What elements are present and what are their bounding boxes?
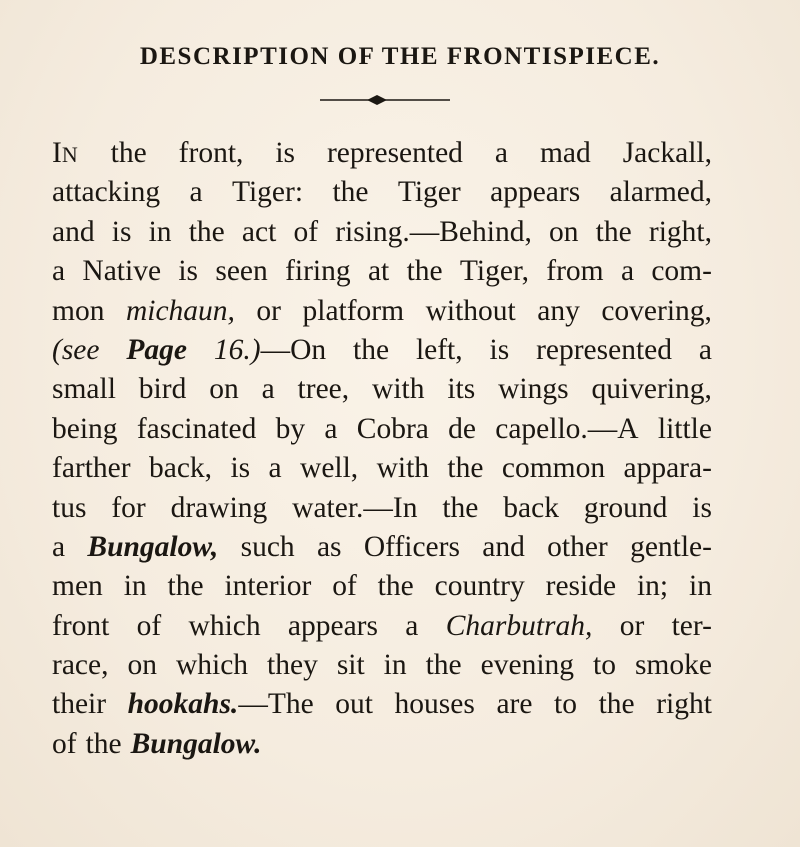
- word: country: [434, 570, 525, 603]
- word: in;: [636, 570, 669, 603]
- word-group: [596, 213, 632, 252]
- word-group: [546, 252, 603, 291]
- word-group: [127, 646, 157, 685]
- text-line: [52, 489, 712, 528]
- word: Officers: [363, 530, 460, 563]
- word: rising.—Behind,: [335, 215, 532, 248]
- word-group: [52, 252, 65, 291]
- word: a: [698, 333, 712, 366]
- word: water.—In: [292, 491, 418, 524]
- word-group: [190, 173, 203, 212]
- word: firing: [285, 255, 351, 288]
- word-group: [372, 370, 424, 409]
- word-group: [442, 489, 478, 528]
- word-group: [52, 331, 100, 370]
- word: the: [167, 570, 204, 603]
- word: 16.): [213, 333, 261, 366]
- word: in: [148, 215, 172, 248]
- word-group: [111, 489, 145, 528]
- word: left,: [415, 333, 463, 366]
- word-group: [317, 528, 342, 567]
- word-group: [435, 567, 525, 606]
- word: ground: [583, 491, 668, 524]
- word: with: [372, 373, 425, 406]
- word-group: [599, 685, 635, 724]
- word: appears: [287, 609, 378, 642]
- word-group: [269, 449, 282, 488]
- word-group: [658, 410, 712, 449]
- word-group: [635, 646, 712, 685]
- word-group: [292, 489, 417, 528]
- word: on: [127, 649, 157, 682]
- word-group: [335, 685, 373, 724]
- word-group: [353, 331, 389, 370]
- word: in: [383, 649, 407, 682]
- word-group: [215, 252, 267, 291]
- word-group: [149, 449, 212, 488]
- word-group: [624, 449, 712, 488]
- word: the: [595, 215, 632, 248]
- word-group: [112, 213, 132, 252]
- word: mon: [52, 294, 105, 327]
- word: gentle-: [630, 530, 712, 563]
- word: the: [377, 570, 414, 603]
- word-group: [460, 252, 529, 291]
- word: is: [230, 452, 251, 485]
- word-group: [447, 449, 483, 488]
- word-group: [496, 685, 532, 724]
- word: in: [123, 570, 147, 603]
- word: farther: [52, 452, 131, 485]
- word: Charbutrah,: [445, 609, 593, 642]
- word-group: [536, 331, 672, 370]
- word: out: [335, 688, 373, 721]
- word-group: [332, 173, 368, 212]
- word: de: [448, 412, 476, 445]
- word-group: [86, 725, 122, 764]
- word-group: [377, 449, 429, 488]
- word-group: [591, 370, 711, 409]
- word: michaun,: [125, 294, 235, 327]
- word-group: [149, 213, 172, 252]
- word-group: [620, 607, 645, 646]
- word: of: [136, 609, 162, 642]
- text-line: [52, 646, 712, 685]
- word-group: [52, 685, 106, 724]
- word-group: [357, 410, 429, 449]
- word: little: [657, 412, 712, 445]
- word-group: [395, 685, 475, 724]
- word-group: [495, 134, 508, 173]
- word-group: [131, 725, 262, 764]
- word-group: [179, 134, 244, 173]
- word-group: [139, 370, 187, 409]
- word: hookahs.: [127, 688, 239, 721]
- text-line: [52, 370, 712, 409]
- word-group: [649, 213, 712, 252]
- word: their: [52, 688, 107, 721]
- word: other: [547, 530, 608, 563]
- word: a: [494, 137, 508, 169]
- word: act: [241, 215, 277, 248]
- text-line: [52, 607, 712, 646]
- word: a: [268, 452, 282, 485]
- word-group: [300, 449, 358, 488]
- word: a: [52, 530, 66, 563]
- word: a: [52, 255, 66, 288]
- word: Native: [82, 255, 162, 288]
- word: Bungalow,: [87, 530, 219, 563]
- word: —The: [238, 688, 314, 721]
- word-group: [52, 134, 79, 173]
- word: of: [52, 727, 77, 760]
- diamond-rule-ornament-icon: [320, 94, 450, 106]
- text-line: [52, 292, 712, 331]
- word: and: [482, 530, 525, 563]
- word-group: [256, 292, 281, 331]
- word: tus: [52, 491, 87, 524]
- word: N: [61, 142, 79, 167]
- word-group: [288, 607, 378, 646]
- word: houses: [394, 688, 475, 721]
- word: platform: [302, 294, 405, 327]
- word: Jackall,: [622, 137, 712, 169]
- word-group: [275, 134, 295, 173]
- word: of: [293, 215, 319, 248]
- word-group: [189, 607, 261, 646]
- word: being: [52, 412, 118, 445]
- word-group: [502, 449, 605, 488]
- text-line: [52, 449, 712, 488]
- word: I: [52, 137, 62, 169]
- word-group: [407, 252, 443, 291]
- text-line: [52, 252, 712, 291]
- word: reside: [545, 570, 617, 603]
- word: a: [324, 412, 338, 445]
- word-group: [126, 331, 187, 370]
- word-group: [214, 331, 326, 370]
- word-group: [52, 292, 104, 331]
- word: by: [275, 412, 306, 445]
- word: such: [240, 530, 295, 563]
- word-group: [327, 134, 463, 173]
- word: which: [188, 609, 261, 642]
- text-line: [52, 725, 712, 764]
- word: the: [425, 649, 462, 682]
- word: smoke: [634, 649, 712, 682]
- word: covering,: [601, 294, 712, 327]
- word-group: [52, 213, 95, 252]
- word: represented: [326, 137, 463, 169]
- word-group: [623, 134, 712, 173]
- word-group: [637, 567, 668, 606]
- word-group: [262, 370, 275, 409]
- word: the: [406, 255, 443, 288]
- word: evening: [480, 649, 575, 682]
- word: right: [656, 688, 712, 721]
- word: mad: [539, 137, 591, 169]
- word-group: [242, 213, 276, 252]
- word: the: [353, 333, 390, 366]
- word: as: [316, 530, 342, 563]
- word-group: [335, 213, 532, 252]
- word-group: [52, 528, 65, 567]
- word: on: [549, 215, 579, 248]
- word-group: [593, 646, 616, 685]
- word: which: [175, 649, 249, 682]
- word: capello.—A: [495, 412, 639, 445]
- word-group: [224, 567, 311, 606]
- word-group: [656, 685, 712, 724]
- word-group: [447, 370, 475, 409]
- text-line: [52, 528, 712, 567]
- word-group: [303, 292, 405, 331]
- word: of: [332, 570, 357, 603]
- word: bird: [138, 373, 187, 406]
- word-group: [364, 528, 460, 567]
- word-group: [285, 252, 351, 291]
- word: at: [367, 255, 390, 288]
- word: well,: [300, 452, 359, 485]
- word: Tiger:: [232, 176, 304, 209]
- word: a: [405, 609, 419, 642]
- word-group: [498, 370, 568, 409]
- word: back: [503, 491, 559, 524]
- word-group: [267, 646, 318, 685]
- word-group: [52, 607, 109, 646]
- word-group: [128, 685, 314, 724]
- text-line: [52, 567, 712, 606]
- word-group: [448, 410, 476, 449]
- text-line: [52, 410, 712, 449]
- word: right,: [648, 215, 712, 248]
- text-line: [52, 173, 712, 212]
- word: front: [52, 609, 110, 642]
- word-group: [124, 567, 147, 606]
- word: represented: [536, 333, 673, 366]
- word-group: [87, 528, 218, 567]
- word-group: [52, 449, 131, 488]
- word-group: [672, 607, 712, 646]
- word-group: [230, 449, 250, 488]
- word: and: [52, 215, 95, 248]
- word: on: [209, 373, 239, 406]
- word: a: [189, 176, 203, 209]
- word-group: [537, 292, 580, 331]
- word: fascinated: [136, 412, 257, 445]
- text-line: [52, 213, 712, 252]
- text-line: [52, 685, 712, 724]
- word-group: [689, 567, 712, 606]
- word: tree,: [297, 373, 350, 406]
- word-group: [189, 213, 225, 252]
- word-group: [490, 331, 510, 370]
- word: a: [261, 373, 275, 406]
- word: Bungalow.: [130, 727, 262, 760]
- word-group: [490, 173, 580, 212]
- word-group: [610, 173, 712, 212]
- word-group: [276, 410, 306, 449]
- word-group: [82, 252, 161, 291]
- word: in: [689, 570, 712, 603]
- word-group: [630, 528, 712, 567]
- word: the: [332, 176, 369, 209]
- word: front,: [178, 137, 244, 169]
- word-group: [52, 410, 118, 449]
- word: the: [447, 452, 484, 485]
- word: Tiger,: [459, 255, 529, 288]
- text-line: [52, 331, 712, 370]
- word-group: [126, 292, 235, 331]
- word: Cobra: [356, 412, 429, 445]
- word: without: [425, 294, 516, 327]
- word-group: [209, 370, 239, 409]
- word-group: [549, 213, 579, 252]
- word-group: [298, 370, 350, 409]
- word: the: [188, 215, 225, 248]
- word: any: [537, 294, 580, 327]
- word-group: [601, 292, 712, 331]
- word-group: [176, 646, 248, 685]
- word-group: [52, 370, 116, 409]
- word: small: [52, 373, 116, 406]
- word: Page: [126, 333, 187, 366]
- word: appears: [490, 176, 581, 209]
- word: —On: [260, 333, 327, 366]
- word: the: [85, 727, 122, 760]
- word-group: [426, 292, 516, 331]
- word: is: [178, 255, 199, 288]
- word: is: [489, 333, 510, 366]
- word-group: [699, 331, 712, 370]
- word: with: [376, 452, 430, 485]
- word: is: [111, 215, 132, 248]
- word: are: [496, 688, 533, 721]
- word: the: [110, 137, 147, 169]
- word: from: [546, 255, 604, 288]
- word: interior: [224, 570, 312, 603]
- word-group: [137, 607, 162, 646]
- word: common: [501, 452, 606, 485]
- word-group: [384, 646, 407, 685]
- word: wings: [498, 373, 569, 406]
- word-group: [481, 646, 574, 685]
- word-group: [241, 528, 295, 567]
- word-group: [168, 567, 204, 606]
- word-group: [416, 331, 463, 370]
- word-group: [495, 410, 638, 449]
- word-group: [52, 489, 86, 528]
- word: Tiger: [397, 176, 461, 209]
- word-group: [137, 410, 257, 449]
- word-group: [293, 213, 318, 252]
- word-group: [446, 607, 593, 646]
- word: for: [111, 491, 146, 524]
- word: sit: [336, 649, 365, 682]
- word-group: [482, 528, 525, 567]
- word-group: [232, 173, 303, 212]
- word-group: [52, 646, 108, 685]
- word-group: [178, 252, 198, 291]
- word: (see: [52, 333, 100, 366]
- word: to: [593, 649, 616, 682]
- word-group: [337, 646, 365, 685]
- word-group: [651, 252, 712, 291]
- word-group: [171, 489, 268, 528]
- word: or: [619, 609, 645, 642]
- word-group: [546, 567, 616, 606]
- word: men: [52, 570, 103, 603]
- word-group: [324, 410, 337, 449]
- word-group: [621, 252, 634, 291]
- word-group: [378, 567, 414, 606]
- word: is: [275, 137, 296, 169]
- word: race,: [52, 649, 109, 682]
- word: com-: [651, 255, 712, 288]
- word-group: [692, 489, 712, 528]
- word: the: [598, 688, 635, 721]
- word-group: [52, 173, 160, 212]
- word: they: [267, 649, 318, 682]
- word: to: [554, 688, 577, 721]
- word: quivering,: [591, 373, 712, 406]
- word-group: [398, 173, 461, 212]
- word: drawing: [170, 491, 268, 524]
- word-group: [111, 134, 147, 173]
- word-group: [405, 607, 418, 646]
- text-line: [52, 134, 712, 173]
- word: ter-: [671, 609, 712, 642]
- word: seen: [215, 255, 268, 288]
- word: back,: [149, 452, 213, 485]
- word: appara-: [623, 452, 712, 485]
- word-group: [503, 489, 559, 528]
- word-group: [368, 252, 389, 291]
- word-group: [426, 646, 462, 685]
- word-group: [332, 567, 357, 606]
- page-heading: DESCRIPTION OF THE FRONTISPIECE.: [139, 43, 661, 70]
- word: or: [256, 294, 281, 327]
- word: alarmed,: [609, 176, 712, 209]
- description-paragraph: [52, 134, 712, 764]
- word-group: [554, 685, 577, 724]
- word-group: [52, 725, 77, 764]
- word-group: [584, 489, 668, 528]
- word-group: [540, 134, 591, 173]
- word-group: [52, 567, 103, 606]
- word: the: [442, 491, 479, 524]
- word: attacking: [52, 176, 161, 209]
- word: a: [620, 255, 635, 288]
- word: is: [692, 491, 712, 524]
- word-group: [547, 528, 608, 567]
- word: its: [447, 373, 476, 406]
